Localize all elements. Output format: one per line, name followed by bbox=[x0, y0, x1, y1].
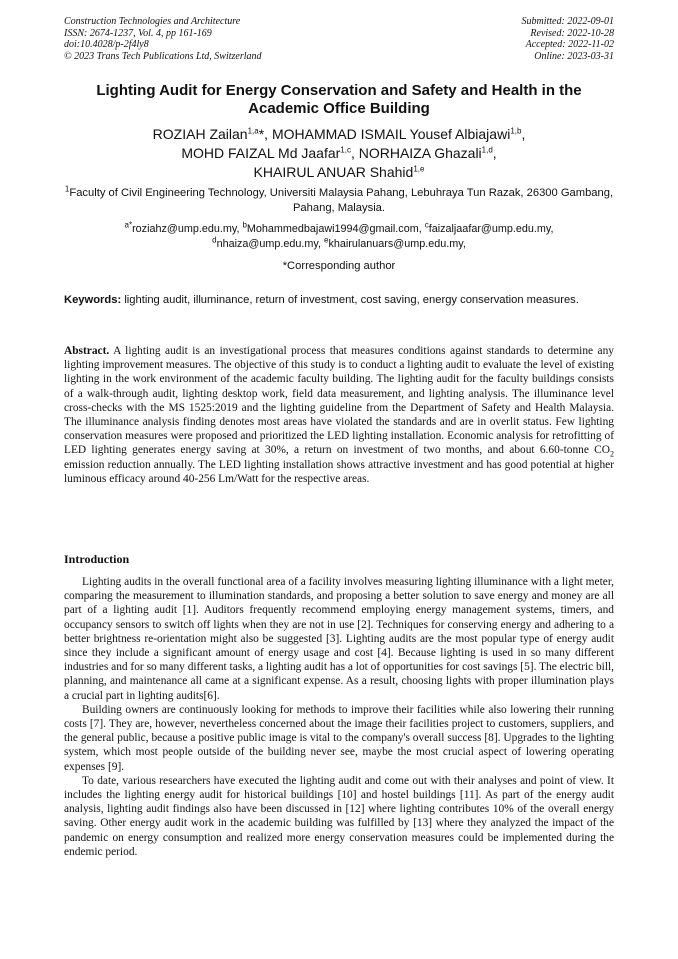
email-sup: b bbox=[242, 220, 247, 230]
author-name: MOHD FAIZAL Md Jaafar bbox=[181, 145, 341, 161]
email-link[interactable]: Mohammedbajawi1994@gmail.com, bbox=[246, 223, 425, 235]
keywords-text: lighting audit, illuminance, return of investment, cost saving, energy conservation measures. bbox=[124, 294, 579, 306]
email-link[interactable]: khairulanuars@ump.edu.my, bbox=[328, 237, 466, 250]
author-name: MOHAMMAD ISMAIL Yousef Albiajawi bbox=[271, 126, 511, 142]
keywords-label: Keywords: bbox=[64, 294, 122, 306]
author-sep: , bbox=[521, 126, 526, 142]
revised-date: Revised: 2022-10-28 bbox=[530, 27, 614, 39]
journal-name: Construction Technologies and Architecture bbox=[64, 16, 241, 27]
abstract-text-cont: emission reduction annually. The LED lighting installation shows attractive investment and has good potential at higher luminous efficacy around 40-256 Lm/Watt for the respective areas. bbox=[64, 458, 614, 485]
author-sup: 1,d bbox=[481, 145, 493, 155]
affiliation-text: Faculty of Civil Engineering Technology, Universiti Malaysia Pahang, Lebuhraya Tun Razak, 26300 Gambang, Pahang, Malaysia. bbox=[69, 187, 614, 214]
section-heading-introduction: Introduction bbox=[64, 552, 130, 566]
email-link[interactable]: roziahz@ump.edu.my, bbox=[132, 223, 243, 235]
affiliation bbox=[64, 186, 614, 216]
abstract bbox=[64, 344, 614, 486]
email-sup: d bbox=[212, 234, 217, 244]
accepted-date: Accepted: 2022-11-02 bbox=[525, 39, 614, 51]
issn: ISSN: 2674-1237, Vol. 4, pp 161-169 bbox=[64, 27, 212, 39]
email-list bbox=[64, 222, 614, 251]
doi: doi:10.4028/p-2f4ly8 bbox=[64, 39, 149, 51]
introduction-body bbox=[64, 575, 614, 859]
author-sup: 1,a bbox=[247, 126, 259, 136]
online-date: Online: 2023-03-31 bbox=[534, 50, 614, 62]
author-sup: 1,e bbox=[413, 164, 425, 174]
email-sup: e bbox=[324, 234, 329, 244]
submitted-date: Submitted: 2022-09-01 bbox=[521, 16, 614, 27]
copyright: © 2023 Trans Tech Publications Ltd, Switzerland bbox=[64, 50, 262, 62]
paper-title: Lighting Audit for Energy Conservation and Safety and Health in the Academic Office Building bbox=[96, 82, 582, 117]
author-sep: , bbox=[350, 145, 359, 161]
affiliation-sup: 1 bbox=[64, 184, 70, 194]
journal-info bbox=[64, 16, 262, 62]
author-sep: *, bbox=[258, 126, 272, 142]
author-list bbox=[64, 125, 614, 182]
dates-info bbox=[522, 16, 615, 62]
paragraph: Lighting audits in the overall functional area of a facility involves measuring lighting illuminance with a light meter, comparing the measurement to illumination standards, and proposing a better solution to save energy and money are all part of a lighting audit [1]. Auditors frequently recommend employing energy management systems, timers, and occupancy sensors to switch off lights when they are not in use [2]. Techniques for conserving energy and adhering to a better brightness re-orientation might also be suggested [3]. Lighting audits are the most popular type of energy audit since they include a significant amount of energy usage and cost [4]. Because lighting is used in so many different industries and for so many different tasks, a lighting audit has a lot of opportunities for cost savings [5]. The electric bill, planning, and maintenance all came at a significant expense. As a result, choosing lights with proper illumination plays a crucial part in lighting audits[6]. bbox=[64, 576, 615, 702]
email-sup: c bbox=[424, 220, 429, 230]
author-name: NORHAIZA Ghazali bbox=[358, 145, 482, 161]
abstract-text: A lighting audit is an investigational process that measures conditions against standards to determine any lighting improvement measures. The objective of this study is to conduct a lighting audit to evaluate the level of existing lighting in the work environment of the academic faculty building. The lighting audit for the faculty buildings consists of a walk-through audit, lighting desktop work, field data measurement, and lighting analysis. The illuminance level cross-checks with the MS 1525:2019 and the lighting guideline from the Department of Safety and Health Malaysia. The illuminance analysis finding denotes most areas have violated the standards and are in overlit status. Few lighting conservation measures were proposed and prioritized the LED lighting installation. Economic analysis for retrofitting of LED lighting generates energy saving at 30%, a return on investment of two months, and about 6.60-tonne CO bbox=[64, 345, 615, 457]
paragraph: Building owners are continuously looking for methods to improve their facilities while also lowering their running costs [7]. They are, however, nevertheless concerned about the image their facilities project to customers, suppliers, and the general public, because a positive public image is vital to the company's overall success [8]. Upgrades to the lighting system, which most people outside of the building never see, maybe the most crucial aspect of lowering operating expenses [9]. bbox=[64, 703, 614, 773]
author-sup: 1,c bbox=[340, 145, 351, 155]
abstract-subscript: 2 bbox=[610, 449, 614, 459]
author-sep: , bbox=[492, 145, 497, 161]
email-link[interactable]: faizaljaafar@ump.edu.my, bbox=[428, 223, 554, 235]
author-name: ROZIAH Zailan bbox=[152, 126, 248, 142]
abstract-label: Abstract. bbox=[64, 345, 110, 357]
corresponding-author-note: *Corresponding author bbox=[282, 260, 396, 272]
email-sup: a* bbox=[124, 220, 133, 230]
keywords bbox=[64, 293, 614, 307]
email-link[interactable]: nhaiza@ump.edu.my, bbox=[216, 237, 324, 250]
author-sup: 1,b bbox=[510, 126, 522, 136]
paragraph: To date, various researchers have executed the lighting audit and come out with their analyses and point of view. It includes the lighting energy audit for historical buildings [10] and hostel buildings [11]. As part of the energy audit analysis, lighting audit findings also have been discussed in [12] where lighting contributes 10% of the overall energy saving. Other energy audit work in the academic building was fulfilled by [13] where they analyzed the impact of the pandemic on energy consumption and realized more energy conservation measures could be implemented during the endemic period. bbox=[64, 774, 614, 858]
author-name: KHAIRUL ANUAR Shahid bbox=[253, 164, 414, 180]
